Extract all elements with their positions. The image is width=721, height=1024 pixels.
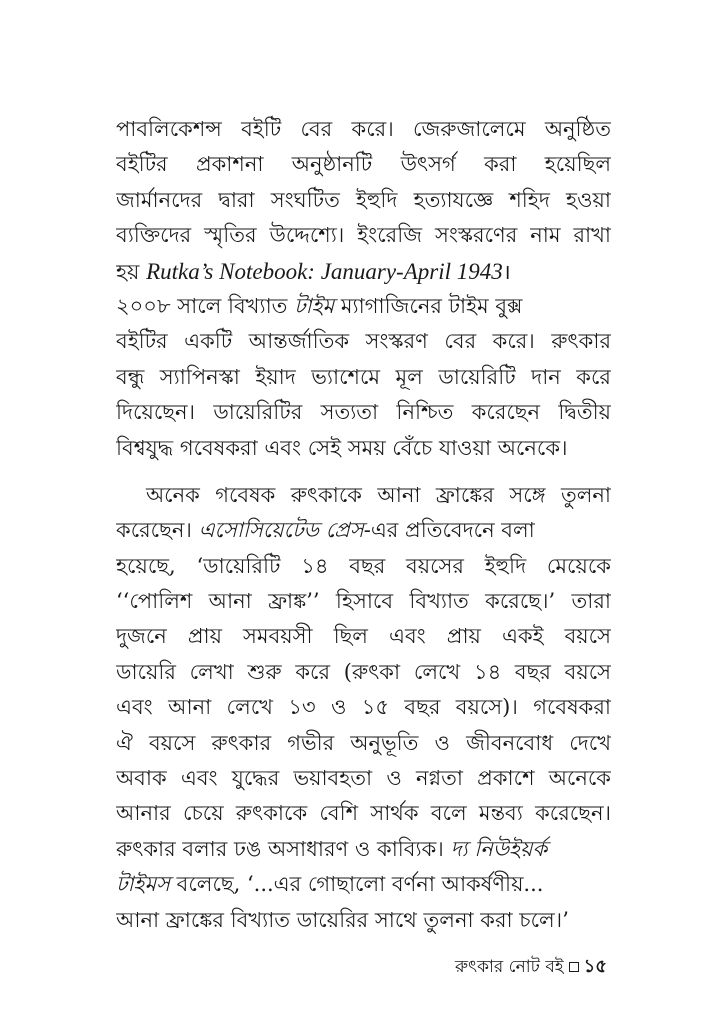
text-line: আনার চেয়ে রুৎকাকে বেশি সার্থক বলে মন্তব্য করেছেন। [116, 801, 611, 826]
paragraph-1 [116, 112, 611, 466]
text-line: অনেক গবেষক রুৎকাকে আনা ফ্রাঙ্কের সঙ্গে তুলনা [146, 482, 611, 507]
text-segment: -এর প্রতিবেদনে বলা [363, 518, 535, 543]
text-line: ‘‘পোলিশ আনা ফ্রাঙ্ক’’ হিসাবে বিখ্যাত করেছে।’ তারা [116, 589, 611, 614]
text-line: আনা ফ্রাঙ্কের বিখ্যাত ডায়েরির সাথে তুলনা করা চলে।’ [116, 907, 569, 932]
text-segment: হয় [116, 259, 147, 284]
text-line: হয়েছে, ‘ডায়েরিটি ১৪ বছর বয়সের ইহুদি মেয়েকে [116, 553, 611, 578]
text-segment: রুৎকার বলার ঢঙ অসাধারণ ও কাব্যিক। [116, 836, 451, 861]
english-book-title: Rutka’s Notebook: January-April 1943 [146, 258, 503, 284]
italic-newspaper-name: টাইমস [116, 872, 170, 897]
text-line: ব্যক্তিদের স্মৃতির উদ্দেশ্যে। ইংরেজি সংস্করণের নাম রাখা [116, 223, 611, 248]
book-page-body [116, 112, 611, 938]
paragraph-2 [116, 478, 611, 938]
square-box-icon [569, 962, 579, 972]
text-segment: ম্যাগাজিনের টাইম বুক্স [334, 293, 523, 318]
text-line: বিশ্বযুদ্ধ গবেষকরা এবং সেই সময় বেঁচে যাওয়া অনেকে। [116, 435, 568, 460]
italic-newspaper-name: দ্য নিউইয়র্ক [450, 836, 548, 861]
text-segment: ২০০৮ সালে বিখ্যাত [116, 293, 295, 318]
text-line: বন্ধু স্যাপিনস্কা ইয়াদ ভ্যাশেমে মূল ডায়েরিটি দান করে [116, 364, 611, 389]
text-line: পাবলিকেশন্স বইটি বের করে। জেরুজালেমে অনুষ্ঠিত [116, 117, 611, 141]
text-line: অবাক এবং যুদ্ধের ভয়াবহতা ও নগ্নতা প্রকাশে অনেকে [116, 766, 611, 791]
text-line: দুজনে প্রায় সমবয়সী ছিল এবং প্রায় একই বয়সে [116, 624, 611, 649]
text-line [116, 832, 611, 867]
text-line: ডায়েরি লেখা শুরু করে (রুৎকা লেখে ১৪ বছর বয়সে [116, 659, 611, 684]
text-line [116, 289, 611, 324]
italic-agency-name: এসোসিয়েটেড প্রেস [198, 518, 364, 543]
text-line [116, 513, 611, 548]
text-line: ঐ বয়সে রুৎকার গভীর অনুভূতি ও জীবনবোধ দেখে [116, 730, 611, 755]
text-line [116, 867, 611, 902]
page-number: ১৫ [583, 956, 607, 977]
running-book-title: রুৎকার নোট বই [454, 957, 564, 977]
text-segment: বলেছে, ‘...এর গোছালো বর্ণনা আকর্ষণীয়... [170, 872, 544, 897]
text-segment: । [502, 259, 511, 284]
text-line: বইটির প্রকাশনা অনুষ্ঠানটি উৎসর্গ করা হয়েছিল [116, 152, 611, 177]
text-segment: করেছেন। [116, 518, 199, 543]
page-footer [455, 956, 607, 978]
text-line: এবং আনা লেখে ১৩ ও ১৫ বছর বয়সে)। গবেষকরা [116, 695, 611, 720]
text-line: দিয়েছেন। ডায়েরিটির সত্যতা নিশ্চিত করেছেন দ্বিতীয় [116, 400, 611, 425]
italic-magazine-name: টাইম [294, 293, 335, 318]
paragraph-gap [116, 466, 611, 478]
text-line-with-book-title [116, 254, 611, 289]
text-line: জার্মানদের দ্বারা সংঘটিত ইহুদি হত্যাযজ্ঞে শহিদ হওয়া [116, 187, 611, 212]
text-line: বইটির একটি আন্তর্জাতিক সংস্করণ বের করে। রুৎকার [116, 329, 611, 354]
